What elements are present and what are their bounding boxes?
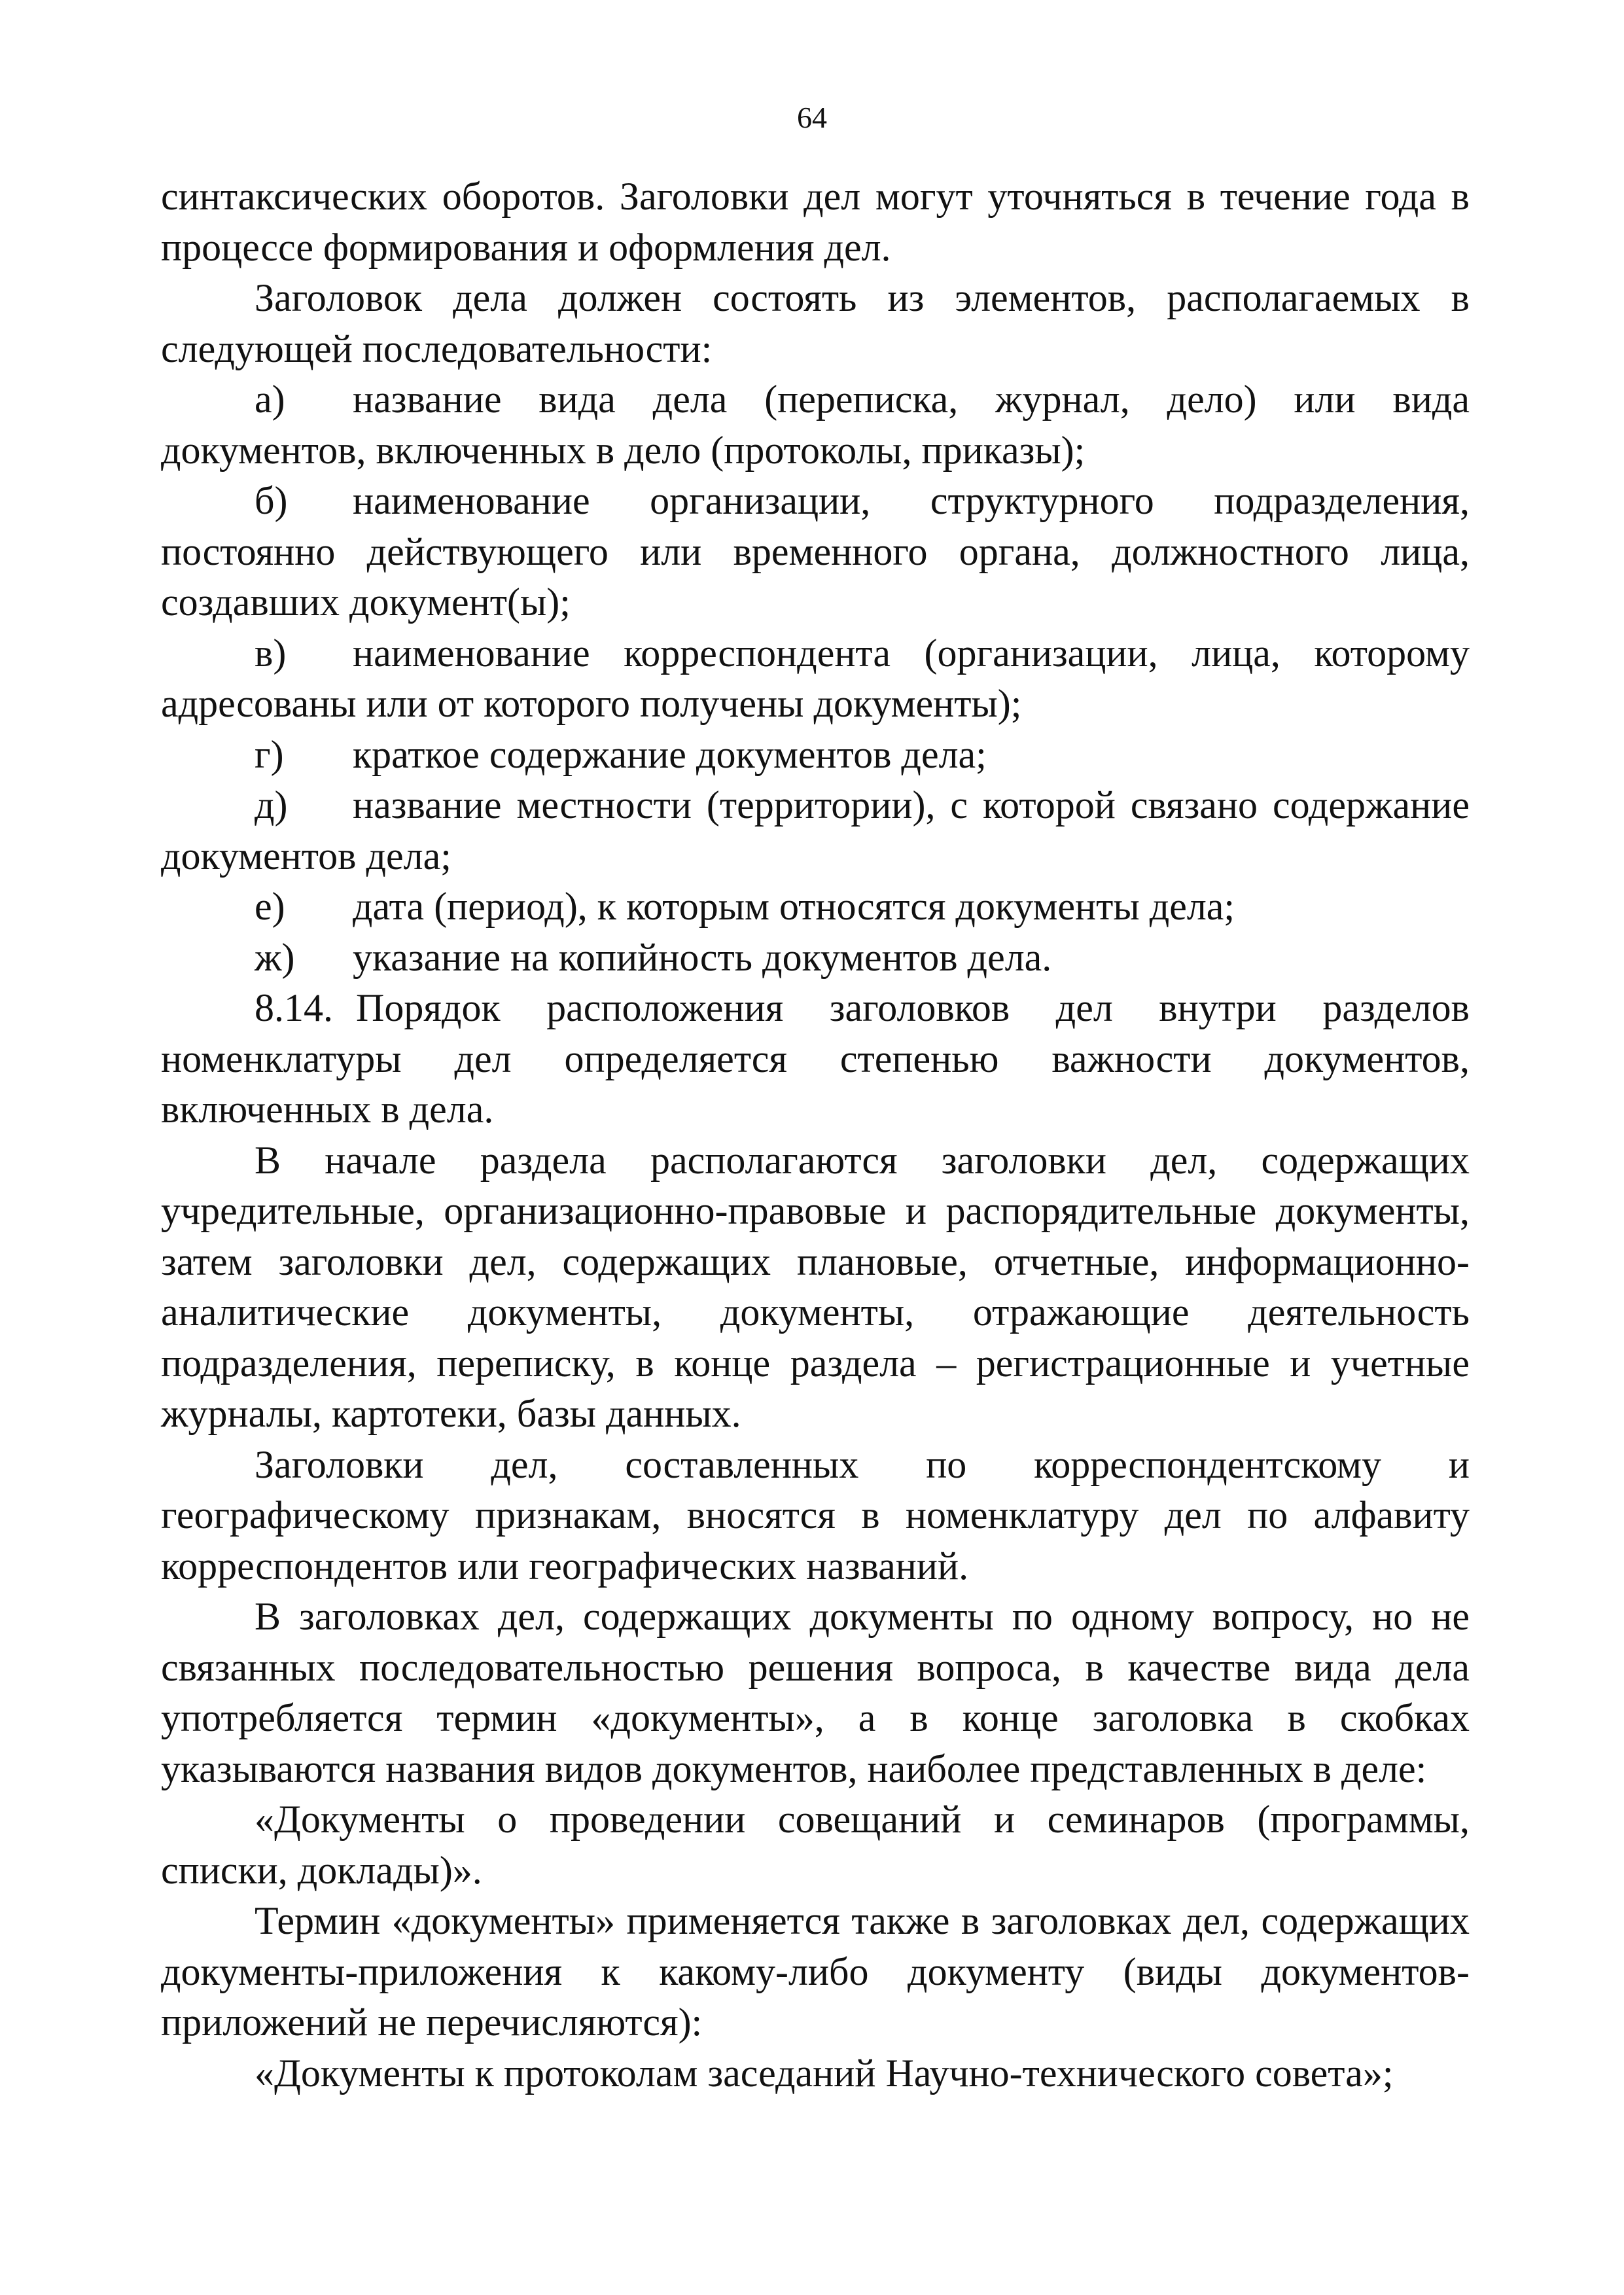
list-item-text: краткое содержание документов дела;: [353, 732, 987, 776]
list-marker: ж): [255, 935, 295, 979]
section-number: 8.14.: [255, 986, 333, 1029]
list-marker: д): [255, 783, 288, 827]
list-item-a: [161, 374, 1470, 476]
list-item-v: [161, 628, 1470, 730]
paragraph-documents-appendices: Термин «документы» применяется также в заголовках дел, содержащих документы-приложения к какому-либо документу (виды документов-приложений не перечисляются):: [161, 1899, 1470, 2044]
section-8-14: [161, 983, 1470, 1135]
list-item-text: дата (период), к которым относятся документы дела;: [353, 885, 1235, 928]
list-marker: б): [255, 479, 288, 522]
list-marker: е): [255, 885, 285, 928]
paragraph-example-protocols: «Документы к протоколам заседаний Научно-технического совета»;: [255, 2051, 1394, 2095]
list-item-text: название вида дела (переписка, журнал, дело) или вида документов, включенных в дело (протоколы, приказы);: [161, 378, 1470, 472]
list-item-b: [161, 476, 1470, 628]
paragraph-correspondent-geographic: Заголовки дел, составленных по корреспондентскому и географическому признакам, вносятся в номенклатуру дел по алфавиту корреспондентов или географических названий.: [161, 1442, 1470, 1588]
list-item-e: [161, 881, 1470, 933]
list-item-g: [161, 730, 1470, 781]
paragraph-section-beginning: В начале раздела располагаются заголовки дел, содержащих учредительные, организационно-правовые и распорядительные документы, затем заголовки дел, содержащих плановые, отчетные, информационно-аналитические документы, документы, отражающие деятельность подразделения, переписку, в конце раздела – регистрационные и учетные журналы, картотеки, базы данных.: [161, 1138, 1470, 1435]
list-item-text: наименование корреспондента (организации, лица, которому адресованы или от которого получены документы);: [161, 631, 1470, 725]
paragraph-case-title-elements: Заголовок дела должен состоять из элементов, располагаемых в следующей последовательности:: [161, 276, 1470, 370]
body-text: [161, 171, 1470, 2099]
paragraph-continuation: синтаксических оборотов. Заголовки дел могут уточняться в течение года в процессе формирования и оформления дел.: [161, 175, 1470, 269]
list-item-text: наименование организации, структурного подразделения, постоянно действующего или временного органа, должностного лица, создавших документ(ы);: [161, 479, 1470, 624]
paragraph-example-seminars: «Документы о проведении совещаний и семинаров (программы, списки, доклады)».: [161, 1798, 1470, 1892]
list-marker: а): [255, 378, 285, 421]
page-number: 64: [797, 101, 827, 134]
list-item-d: [161, 780, 1470, 881]
list-marker: в): [255, 631, 287, 675]
section-text: Порядок расположения заголовков дел внутри разделов номенклатуры дел определяется степенью важности документов, включенных в дела.: [161, 986, 1470, 1131]
list-item-zh: [161, 933, 1470, 984]
list-item-text: название местности (территории), с которой связано содержание документов дела;: [161, 783, 1470, 878]
list-item-text: указание на копийность документов дела.: [353, 935, 1052, 979]
list-marker: г): [255, 732, 284, 776]
paragraph-documents-term: В заголовках дел, содержащих документы по одному вопросу, но не связанных последовательностью решения вопроса, в качестве вида дела употребляется термин «документы», а в конце заголовка в скобках указываются названия видов документов, наиболее представленных в деле:: [161, 1595, 1470, 1790]
